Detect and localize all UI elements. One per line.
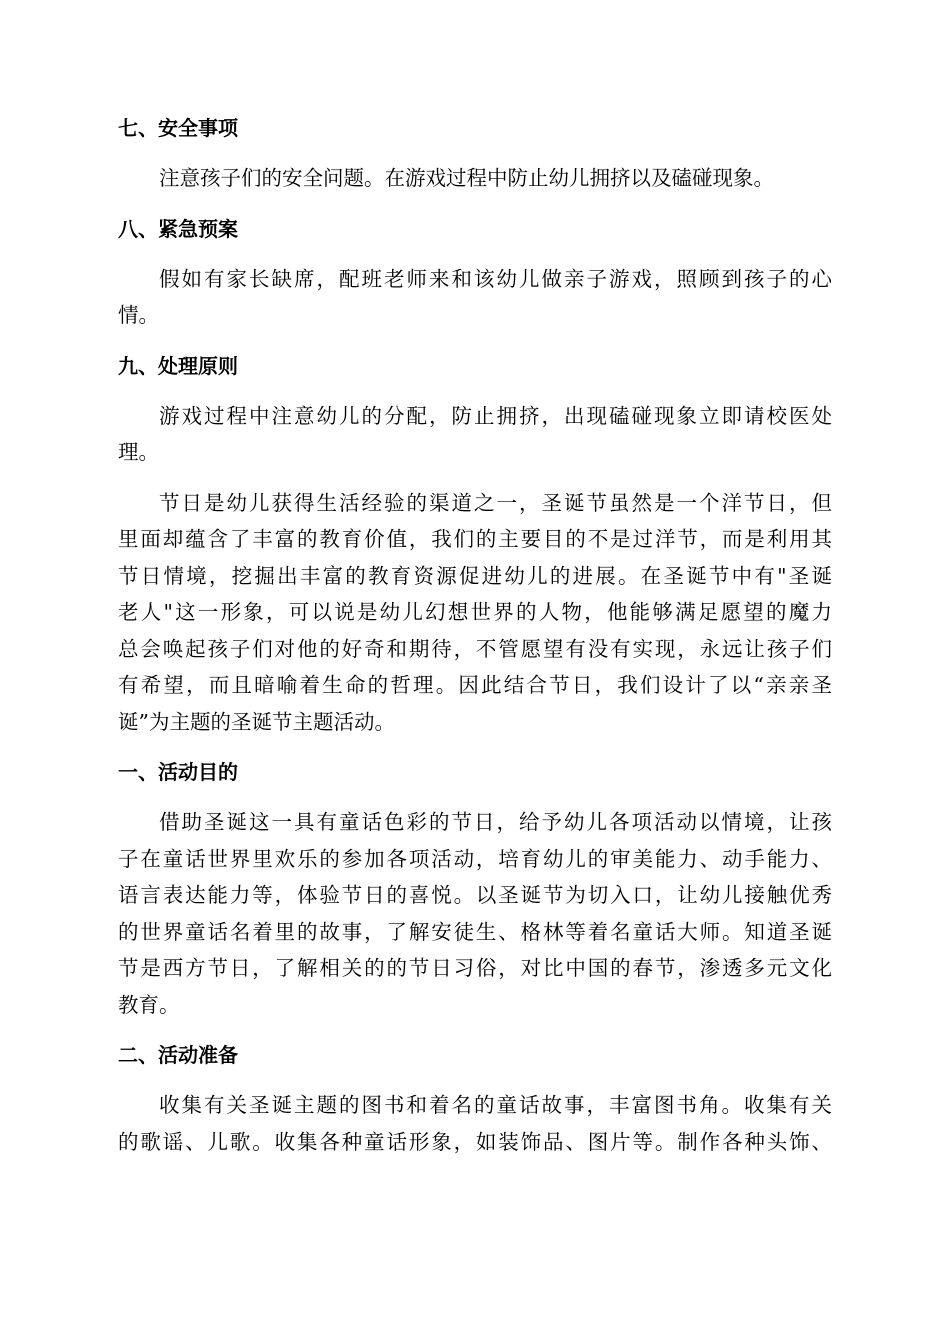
- text-line: 游戏过程中注意幼儿的分配，防止拥挤，出现磕碰现象立即请校医处: [159, 403, 832, 428]
- text-line: 理。: [118, 440, 159, 464]
- text-line: 节日是幼儿获得生活经验的渠道之一，圣诞节虽然是一个洋节日，但: [159, 490, 832, 515]
- section-heading-goals: 一、活动目的: [118, 760, 238, 784]
- text-line: 收集有关圣诞主题的图书和着名的童话故事，丰富图书角。收集有关: [159, 1093, 832, 1117]
- section-heading-principles: 九、处理原则: [118, 353, 238, 378]
- section-body-principles: [118, 398, 832, 471]
- text-line: 节日情境，挖掘出丰富的教育资源促进幼儿的进展。在圣诞节中有"圣诞: [118, 563, 832, 588]
- section-body-goals: [118, 804, 832, 1023]
- text-line: 借助圣诞这一具有童话色彩的节日，给予幼儿各项活动以情境，让孩: [159, 810, 832, 834]
- text-line: 的歌谣、儿歌。收集各种童话形象，如装饰品、图片等。制作各种头饰、: [118, 1129, 832, 1154]
- section-heading-emergency: 八、紧急预案: [118, 216, 238, 241]
- section-body-safety: [118, 160, 832, 197]
- text-line: 诞”为主题的圣诞节主题活动。: [118, 709, 395, 734]
- text-line: 子在童话世界里欢乐的参加各项活动，培育幼儿的审美能力、动手能力、: [118, 846, 832, 871]
- text-line: 语言表达能力等，体验节日的喜悦。以圣诞节为切入口，让幼儿接触优秀: [118, 883, 832, 907]
- section-heading-preparation: 二、活动准备: [118, 1043, 238, 1067]
- section-heading-safety: 七、安全事项: [118, 116, 238, 140]
- text-line: 注意孩子们的安全问题。在游戏过程中防止幼儿拥挤以及磕碰现象。: [159, 166, 774, 190]
- text-line: 总会唤起孩子们对他的好奇和期待，不管愿望有没有实现，永远让孩子们: [118, 636, 832, 661]
- text-line: 老人"这一形象，可以说是幼儿幻想世界的人物，他能够满足愿望的魔力: [118, 600, 832, 624]
- text-line: 教育。: [118, 992, 180, 1017]
- section-body-preparation: [118, 1087, 832, 1160]
- intro-paragraph: [118, 485, 832, 741]
- text-line: 里面却蕴含了丰富的教育价值，我们的主要目的不是过洋节，而是利用其: [118, 527, 832, 551]
- text-line: 节是西方节日，了解相关的的节日习俗，对比中国的春节，渗透多元文化: [118, 956, 832, 980]
- text-line: 假如有家长缺席，配班老师来和该幼儿做亲子游戏，照顾到孩子的心: [159, 266, 832, 291]
- text-line: 的世界童话名着里的故事，了解安徒生、格林等着名童话大师。知道圣诞: [118, 919, 832, 944]
- text-line: 有希望，而且暗喻着生命的哲理。因此结合节日，我们设计了以“亲亲圣: [118, 673, 832, 697]
- section-body-emergency: [118, 261, 832, 334]
- text-line: 情。: [118, 303, 159, 327]
- document-page: [118, 108, 832, 1160]
